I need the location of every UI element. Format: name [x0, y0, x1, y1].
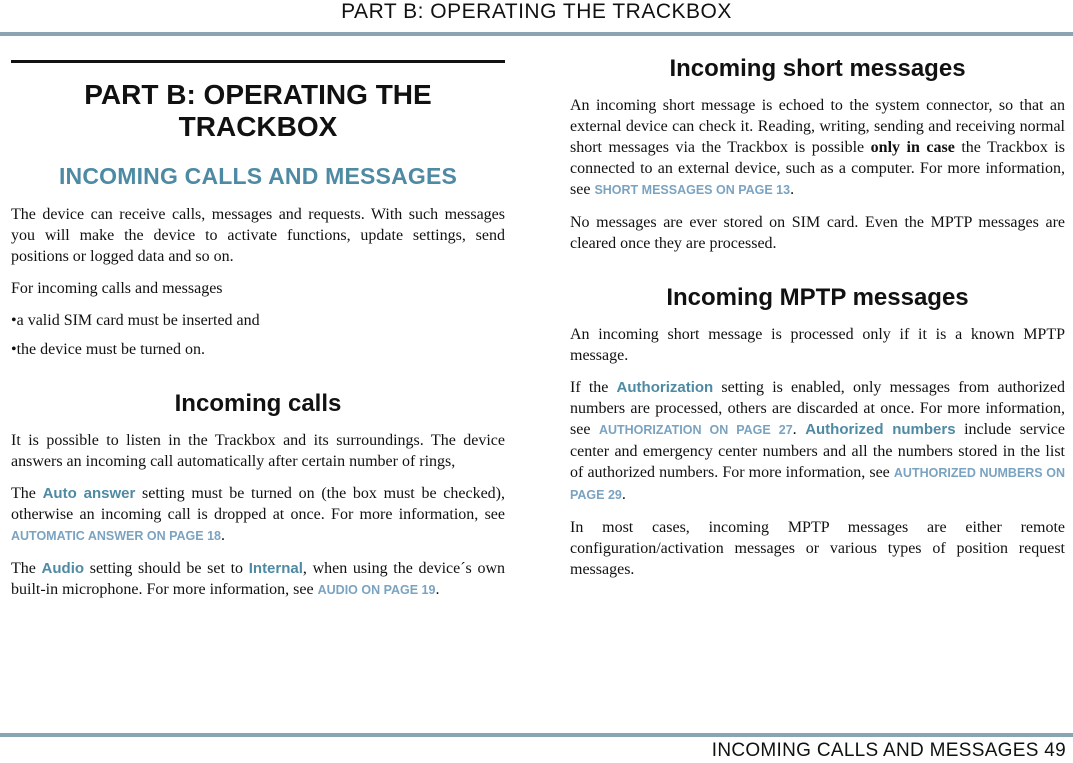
setting-value: Internal — [248, 560, 303, 577]
cross-reference-link[interactable]: AUTOMATIC ANSWER ON PAGE 18 — [11, 529, 221, 543]
setting-name: Audio — [41, 560, 85, 577]
setting-name: Auto answer — [42, 485, 136, 502]
prerequisite-lead: For incoming calls and messages — [11, 280, 223, 297]
part-title: PART B: OPERATING THE TRACKBOX — [84, 79, 432, 142]
bullet-item: •a valid SIM card must be inserted and — [11, 312, 260, 329]
bullet-item: •the device must be turned on. — [11, 341, 205, 358]
calls-paragraph-3: The Audio setting should be set to Internal, when using the device´s own built-in microphone. For more information, see AUDIO ON PAGE 19. — [11, 560, 506, 598]
emphasis: only in case — [870, 139, 955, 156]
short-paragraph-2: No messages are ever stored on SIM card. Even the MPTP messages are cleared once they are processed. — [570, 214, 1065, 252]
left-column — [11, 60, 505, 612]
mptp-paragraph-2: If the Authorization setting is enabled, only messages from authorized numbers are processed, others are discarded at once. For more information, see AUTHORIZATION ON PAGE 27. Authorized numbers include service center and emergency center numbers and all the numbers stored in the list of authorized numbers. For more information, see AUTHORIZED NUMBERS ON PAGE 29. — [570, 379, 1066, 503]
header-rule — [0, 32, 1073, 36]
running-header: PART B: OPERATING THE TRACKBOX — [341, 0, 732, 23]
intro-paragraph: The device can receive calls, messages and requests. With such messages you will make the device to activate functions, update settings, send positions or logged data and so on. — [11, 206, 505, 265]
setting-name: Authorization — [616, 379, 714, 396]
right-column — [570, 55, 1065, 591]
running-footer: INCOMING CALLS AND MESSAGES 49 — [711, 740, 1066, 761]
calls-paragraph-1: It is possible to listen in the Trackbox and its surroundings. The device answers an incoming call automatically after certain number of rings, — [11, 432, 505, 470]
part-title-rule — [11, 60, 505, 63]
short-paragraph-1: An incoming short message is echoed to the system connector, so that an external device can check it. Reading, writing, sending and receiving normal short messages via the Trackbox is possible only in case the Trackbox is connected to an external device, such as a computer. For more information, see SHORT MESSAGES ON PAGE 13. — [570, 97, 1066, 198]
incoming-short-messages-heading: Incoming short messages — [669, 55, 966, 82]
cross-reference-link[interactable]: SHORT MESSAGES ON PAGE 13 — [594, 183, 791, 197]
cross-reference-link[interactable]: AUTHORIZATION ON PAGE 27 — [598, 423, 793, 437]
cross-reference-link[interactable]: AUDIO ON PAGE 19 — [317, 583, 436, 597]
incoming-mptp-messages-heading: Incoming MPTP messages — [666, 284, 969, 311]
mptp-paragraph-1: An incoming short message is processed only if it is a known MPTP message. — [570, 326, 1065, 364]
cross-reference-link[interactable]: AUTHORIZED NUMBERS ON PAGE 29 — [570, 466, 1065, 502]
mptp-paragraph-3: In most cases, incoming MPTP messages are either remote configuration/activation messages or various types of position request messages. — [570, 519, 1065, 578]
calls-paragraph-2: The Auto answer setting must be turned on (the box must be checked), otherwise an incoming call is dropped at once. For more information, see AUTOMATIC ANSWER ON PAGE 18. — [11, 485, 506, 544]
setting-name: Authorized numbers — [805, 421, 956, 438]
footer-rule — [0, 733, 1073, 737]
section-title: INCOMING CALLS AND MESSAGES — [58, 163, 458, 189]
incoming-calls-heading: Incoming calls — [174, 390, 342, 417]
